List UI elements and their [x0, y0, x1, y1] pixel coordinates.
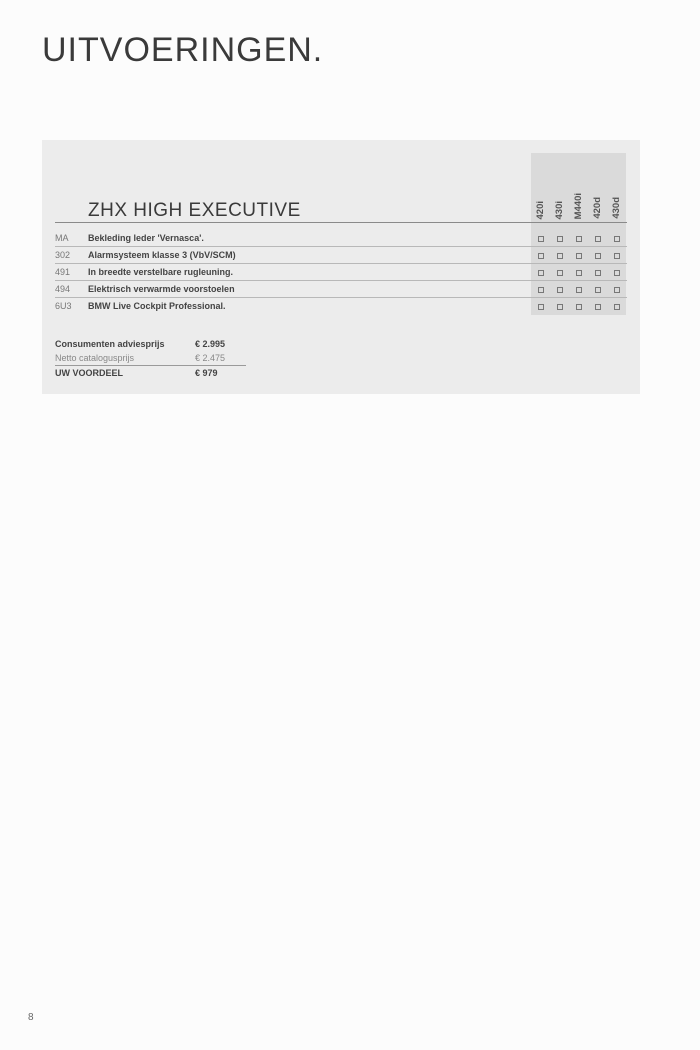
advantage-label: UW VOORDEEL: [55, 368, 124, 378]
option-box-icon: [614, 270, 620, 276]
item-code: MA: [55, 233, 69, 243]
column-header-430d: 430d: [611, 197, 622, 219]
option-box-icon: [576, 304, 582, 310]
option-box-icon: [595, 287, 601, 293]
column-header-420i: 420i: [535, 200, 546, 219]
page-title: UITVOERINGEN.: [42, 31, 324, 69]
option-box-icon: [576, 270, 582, 276]
option-box-icon: [538, 287, 544, 293]
option-box-icon: [595, 253, 601, 259]
item-code: 302: [55, 250, 71, 260]
net-price-row: [55, 351, 246, 365]
column-header-420d: 420d: [592, 197, 603, 219]
item-code: 494: [55, 284, 71, 294]
item-row: [55, 264, 627, 281]
option-box-icon: [538, 253, 544, 259]
option-box-icon: [557, 270, 563, 276]
consumer-price-row: [55, 337, 246, 351]
option-box-icon: [538, 304, 544, 310]
item-description: BMW Live Cockpit Professional.: [88, 301, 226, 311]
option-box-icon: [614, 253, 620, 259]
item-row: [55, 298, 627, 315]
option-box-icon: [557, 253, 563, 259]
option-box-icon: [614, 236, 620, 242]
net-price-value: € 2.475: [195, 353, 226, 363]
option-box-icon: [614, 304, 620, 310]
option-box-icon: [538, 236, 544, 242]
option-box-icon: [595, 236, 601, 242]
item-description: In breedte verstelbare rugleuning.: [88, 267, 234, 277]
option-box-icon: [557, 304, 563, 310]
net-price-label: Netto catalogusprijs: [55, 353, 135, 363]
title-divider: [55, 222, 627, 223]
package-title: ZHX HIGH EXECUTIVE: [88, 200, 301, 221]
option-box-icon: [595, 304, 601, 310]
item-row: [55, 230, 627, 247]
item-code: 6U3: [55, 301, 72, 311]
advantage-value: € 979: [195, 368, 218, 378]
option-box-icon: [576, 287, 582, 293]
item-description: Alarmsysteem klasse 3 (VbV/SCM): [88, 250, 236, 260]
column-header-430i: 430i: [554, 200, 565, 219]
option-box-icon: [595, 270, 601, 276]
item-description: Bekleding leder 'Vernasca'.: [88, 233, 204, 243]
consumer-price-label: Consumenten adviesprijs: [55, 339, 165, 349]
advantage-row: [55, 366, 246, 380]
column-header-m440i: M440i: [573, 192, 584, 219]
item-row: [55, 247, 627, 264]
option-box-icon: [576, 253, 582, 259]
option-box-icon: [614, 287, 620, 293]
item-row: [55, 281, 627, 298]
option-box-icon: [538, 270, 544, 276]
option-box-icon: [557, 287, 563, 293]
page-number: 8: [28, 1012, 34, 1023]
option-box-icon: [576, 236, 582, 242]
item-description: Elektrisch verwarmde voorstoelen: [88, 284, 235, 294]
item-code: 491: [55, 267, 71, 277]
option-box-icon: [557, 236, 563, 242]
consumer-price-value: € 2.995: [195, 339, 226, 349]
